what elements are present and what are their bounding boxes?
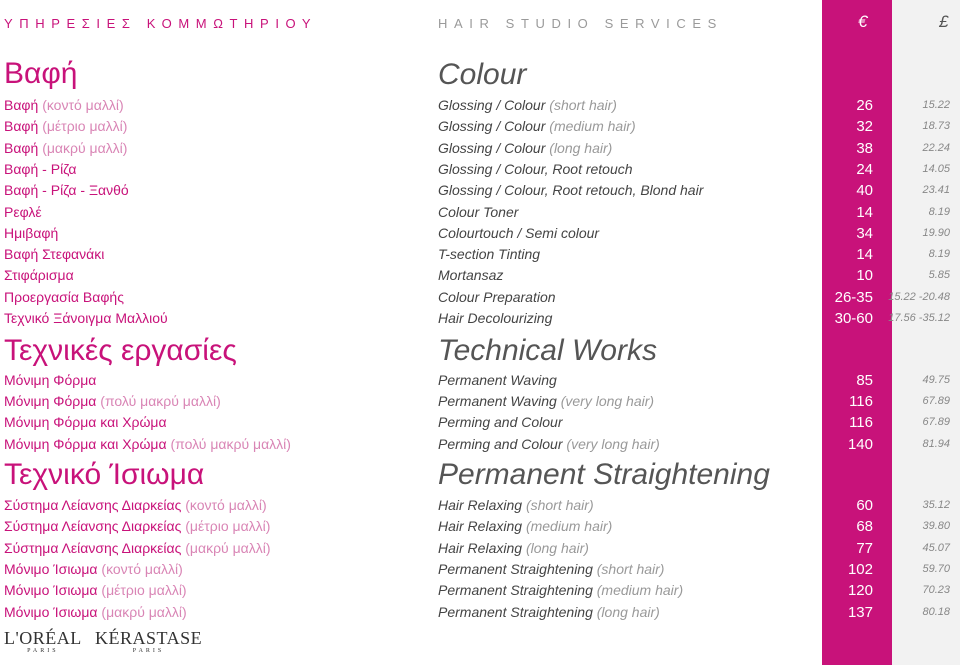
price-eur: 26 [856, 97, 873, 114]
pound-currency-symbol: £ [939, 12, 949, 31]
price-eur: 40 [856, 182, 873, 199]
price-row [0, 225, 960, 246]
service-name-greek: Προεργασία Βαφής [4, 289, 124, 305]
service-name-greek: Βαφή (μακρύ μαλλί) [4, 140, 128, 156]
price-row [0, 310, 960, 331]
price-eur: 102 [847, 561, 873, 578]
service-name-greek: Μόνιμη Φόρμα [4, 372, 97, 388]
service-name-english: Glossing / Colour (medium hair) [438, 118, 636, 134]
price-gbp: 8.19 [928, 248, 950, 260]
service-name-greek: Βαφή - Ρίζα [4, 161, 77, 177]
price-gbp: 5.85 [928, 269, 950, 281]
price-gbp: 81.94 [922, 438, 950, 450]
price-eur: 77 [856, 540, 873, 557]
service-name-greek: Σύστημα Λείανσης Διαρκείας (κοντό μαλλί) [4, 497, 267, 513]
price-eur: 116 [849, 414, 873, 431]
section-title-greek: Τεχνικό Ίσιωμα [4, 458, 205, 491]
service-name-greek: Τεχνικό Ξάνοιγμα Μαλλιού [4, 310, 168, 326]
price-gbp: 15.22 [922, 99, 950, 111]
service-name-english: Mortansaz [438, 267, 504, 283]
price-row [0, 436, 960, 457]
price-eur: 30-60 [834, 310, 873, 327]
price-gbp: 19.90 [922, 227, 950, 239]
price-eur: 26-35 [834, 289, 873, 306]
price-row [0, 540, 960, 561]
kerastase-logo: KÉRASTASE PARIS [95, 628, 203, 654]
price-gbp: 59.70 [922, 563, 950, 575]
service-name-greek: Βαφή Στεφανάκι [4, 246, 105, 262]
service-name-english: Permanent Straightening (medium hair) [438, 582, 684, 598]
price-row [0, 246, 960, 267]
service-name-greek: Σύστημα Λείανσης Διαρκείας (μακρύ μαλλί) [4, 540, 271, 556]
price-row [0, 582, 960, 603]
header-title-english: HAIR STUDIO SERVICES [438, 16, 723, 31]
price-gbp: 23.41 [922, 184, 950, 196]
price-eur: 38 [856, 140, 873, 157]
service-name-english: Hair Relaxing (medium hair) [438, 518, 613, 534]
price-eur: 120 [847, 582, 873, 599]
price-row [0, 267, 960, 288]
price-gbp: 17.56 -35.12 [888, 312, 950, 324]
service-name-greek: Μόνιμο Ίσιωμα (μακρύ μαλλί) [4, 604, 187, 620]
price-row [0, 518, 960, 539]
service-name-english: Hair Decolourizing [438, 310, 553, 326]
price-eur: 68 [856, 518, 873, 535]
service-name-greek: Μόνιμη Φόρμα και Χρώμα (πολύ μακρύ μαλλί) [4, 436, 291, 452]
price-eur: 85 [856, 372, 873, 389]
price-gbp: 14.05 [922, 163, 950, 175]
price-row [0, 118, 960, 139]
service-name-greek: Μόνιμο Ίσιωμα (μέτριο μαλλί) [4, 582, 187, 598]
price-eur: 14 [856, 246, 873, 263]
price-row [0, 393, 960, 414]
euro-currency-symbol: € [858, 12, 868, 31]
price-eur: 24 [856, 161, 873, 178]
service-name-greek: Στιφάρισμα [4, 267, 74, 283]
service-name-english: Glossing / Colour (short hair) [438, 97, 617, 113]
service-name-greek: Μόνιμη Φόρμα και Χρώμα [4, 414, 167, 430]
service-name-english: Permanent Straightening (short hair) [438, 561, 665, 577]
price-gbp: 22.24 [922, 142, 950, 154]
section-title-greek: Τεχνικές εργασίες [4, 334, 237, 367]
service-name-greek: Βαφή (κοντό μαλλί) [4, 97, 124, 113]
service-name-english: Permanent Waving (very long hair) [438, 393, 655, 409]
section-title-english: Technical Works [438, 334, 657, 367]
service-name-greek: Μόνιμη Φόρμα (πολύ μακρύ μαλλί) [4, 393, 221, 409]
header-title-greek: ΥΠΗΡΕΣΙΕΣ ΚΟΜΜΩΤΗΡΙΟΥ [4, 16, 318, 31]
service-name-english: Perming and Colour (very long hair) [438, 436, 660, 452]
price-eur: 140 [847, 436, 873, 453]
price-eur: 10 [856, 267, 873, 284]
price-gbp: 80.18 [922, 606, 950, 618]
service-name-greek: Ρεφλέ [4, 204, 42, 220]
section-title-english: Colour [438, 58, 527, 91]
service-name-english: Hair Relaxing (long hair) [438, 540, 589, 556]
price-eur: 14 [856, 204, 873, 221]
service-name-english: Colour Toner [438, 204, 519, 220]
service-name-english: Hair Relaxing (short hair) [438, 497, 594, 513]
price-gbp: 15.22 -20.48 [888, 291, 950, 303]
price-gbp: 67.89 [922, 395, 950, 407]
price-gbp: 35.12 [922, 499, 950, 511]
price-row [0, 97, 960, 118]
price-gbp: 49.75 [922, 374, 950, 386]
price-row [0, 204, 960, 225]
price-row [0, 497, 960, 518]
service-name-english: Colourtouch / Semi colour [438, 225, 600, 241]
price-eur: 34 [856, 225, 873, 242]
price-row [0, 140, 960, 161]
price-eur: 32 [856, 118, 873, 135]
price-gbp: 18.73 [922, 120, 950, 132]
service-name-greek: Μόνιμο Ίσιωμα (κοντό μαλλί) [4, 561, 183, 577]
price-eur: 116 [849, 393, 873, 410]
price-row [0, 604, 960, 625]
service-name-greek: Ημιβαφή [4, 225, 59, 241]
service-name-english: T-section Tinting [438, 246, 541, 262]
loreal-logo: L'ORÉAL PARIS [4, 628, 82, 654]
service-name-greek: Βαφή - Ρίζα - Ξανθό [4, 182, 129, 198]
service-name-english: Colour Preparation [438, 289, 556, 305]
service-name-english: Glossing / Colour (long hair) [438, 140, 613, 156]
price-row [0, 182, 960, 203]
price-row [0, 372, 960, 393]
service-name-english: Permanent Straightening (long hair) [438, 604, 660, 620]
price-row [0, 289, 960, 310]
service-name-english: Permanent Waving [438, 372, 557, 388]
price-row [0, 161, 960, 182]
service-name-greek: Σύστημα Λείανσης Διαρκείας (μέτριο μαλλί) [4, 518, 271, 534]
service-name-english: Glossing / Colour, Root retouch, Blond hair [438, 182, 704, 198]
price-gbp: 8.19 [928, 206, 950, 218]
service-name-greek: Βαφή (μέτριο μαλλί) [4, 118, 128, 134]
price-gbp: 67.89 [922, 416, 950, 428]
price-eur: 137 [847, 604, 873, 621]
price-gbp: 45.07 [922, 542, 950, 554]
price-eur: 60 [856, 497, 873, 514]
price-row [0, 561, 960, 582]
service-name-english: Glossing / Colour, Root retouch [438, 161, 633, 177]
price-gbp: 70.23 [922, 584, 950, 596]
service-name-english: Perming and Colour [438, 414, 563, 430]
section-title-english: Permanent Straightening [438, 458, 770, 491]
price-gbp: 39.80 [922, 520, 950, 532]
section-title-greek: Βαφή [4, 57, 78, 90]
price-row [0, 414, 960, 435]
